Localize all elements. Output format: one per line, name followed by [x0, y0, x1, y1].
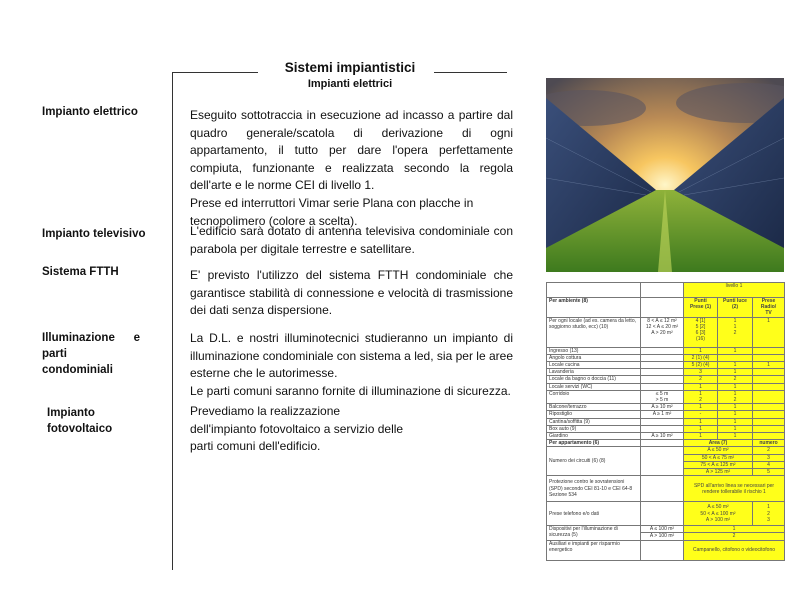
cell: [753, 411, 785, 418]
cell: Box auto (9): [547, 425, 641, 432]
table-row: [547, 347, 785, 354]
cell: 1 2: [718, 390, 753, 403]
divider: [172, 72, 173, 570]
table-row: [547, 447, 785, 454]
cell: Area (7): [684, 440, 753, 447]
cell: A ≤ 100 m²: [641, 526, 684, 533]
table-row: [547, 404, 785, 411]
cell: SPD all'arrivo linea se necessari per rendere tollerabile il rischio 1: [684, 476, 785, 502]
table-row: [547, 418, 785, 425]
cell: [641, 418, 684, 425]
cell: Prese Radio/ TV: [753, 298, 785, 318]
table-row: [547, 411, 785, 418]
table-row: [547, 376, 785, 383]
cell: [641, 369, 684, 376]
cell: ≤ 5 m > 5 m: [641, 390, 684, 403]
paragraph: L'edificio sarà dotato di antenna televisiva condominiale con parabola per digitale terrestre e satellitare.: [190, 224, 513, 256]
section-text-sistema-ftth: [190, 267, 513, 320]
cell: Per ambiente (8): [547, 298, 641, 318]
paragraph: La D.L. e nostri illuminotecnici studieranno un impianto di illuminazione condominiale con sistema a led, sia per le aree esterne che le autorimesse.: [190, 331, 513, 381]
cell: 1: [718, 404, 753, 411]
table-row: [547, 298, 785, 318]
cell: [641, 383, 684, 390]
page-subtitle: Impianti elettrici: [307, 78, 393, 90]
table-row: [547, 440, 785, 447]
level-header: livello 1: [684, 283, 785, 298]
cell: 1: [753, 362, 785, 369]
table-row: [547, 317, 785, 347]
cell: A ≥ 1 m²: [641, 411, 684, 418]
cell: 1: [684, 347, 718, 354]
cell: 1: [684, 418, 718, 425]
table-row: [547, 526, 785, 533]
cell: A ≤ 50 m² 50 < A ≤ 100 m² A > 100 m²: [684, 502, 753, 526]
cell: Cantina/soffitta (9): [547, 418, 641, 425]
cell: 5: [753, 469, 785, 476]
page-title: Sistemi impiantistici: [284, 60, 416, 75]
cell: 5 (2) (4): [684, 362, 718, 369]
cell: [753, 418, 785, 425]
cell: Punti luce (2): [718, 298, 753, 318]
cell: 1: [718, 347, 753, 354]
cell: 8 < A ≤ 12 m² 12 < A ≤ 20 m² A > 20 m²: [641, 317, 684, 347]
cell: 2: [718, 376, 753, 383]
cell: [641, 362, 684, 369]
section-text-illuminazione: [190, 330, 513, 400]
section-label-sistema-ftth: Sistema FTTH: [42, 266, 119, 278]
cell: Prese telefono e/o dati: [547, 502, 641, 526]
section-text-impianto-televisivo: [190, 223, 513, 258]
cell: Locale cucina: [547, 362, 641, 369]
cell: Ingresso (13): [547, 347, 641, 354]
cell: [753, 354, 785, 361]
cell: 1: [718, 369, 753, 376]
section-label-impianto-fotovoltaico: Impianto fotovoltaico: [47, 407, 113, 435]
cell: 1: [718, 433, 753, 440]
cell: 2: [684, 376, 718, 383]
cell: 1: [684, 425, 718, 432]
solar-panels-photo: [546, 78, 784, 272]
table-row: [547, 502, 785, 526]
cell: 1: [718, 383, 753, 390]
cell: Locale servizi (WC): [547, 383, 641, 390]
cell: Numero dei circuiti (6) (8): [547, 447, 641, 476]
section-text-impianto-fotovoltaico: [190, 403, 405, 456]
cell: Protezione contro le sovratensioni (SPD) secondo CEI 81-10 e CEI 64-8 Sezione 534: [547, 476, 641, 502]
cell: 2 (1) (4): [684, 354, 718, 361]
divider: [434, 72, 507, 73]
cell: 1: [718, 362, 753, 369]
cell: -: [684, 411, 718, 418]
table-row: [547, 476, 785, 502]
cell: Corridoio: [547, 390, 641, 403]
paragraph: Le parti comuni saranno fornite di illuminazione di sicurezza.: [190, 383, 511, 398]
cell: [641, 354, 684, 361]
cell: [753, 383, 785, 390]
cell: A ≥ 10 m²: [641, 404, 684, 411]
cell: [641, 347, 684, 354]
table-row: [547, 383, 785, 390]
cell: Per appartamento (6): [547, 440, 641, 447]
cell: 1: [684, 383, 718, 390]
cell: Angolo cottura: [547, 354, 641, 361]
cell: [753, 347, 785, 354]
paragraph: Prese ed interruttori Vimar serie Plana con placche in tecnopolimero (colore a scelta).: [190, 195, 474, 228]
cell: 1: [718, 411, 753, 418]
electrical-requirements-table: [546, 282, 785, 561]
table-row: [547, 540, 785, 560]
paragraph: Eseguito sottotraccia in esecuzione ad incasso a partire dal quadro generale/scatola di derivazione di ogni appartamento, il tutto per dare l'opera perfettamente compiuta, funzionante e realizzata secondo la regola dell'arte e le norme CEI di livello 1.: [190, 108, 513, 193]
cell: Dispositivi per l'illuminazione di sicurezza (5): [547, 526, 641, 540]
cell: [753, 404, 785, 411]
cell: 75 < A ≤ 125 m²: [684, 461, 753, 468]
cell: 3: [753, 454, 785, 461]
section-label-illuminazione: Illuminazione e parti condominiali: [42, 332, 140, 376]
divider: [172, 72, 258, 73]
section-label-impianto-elettrico: Impianto elettrico: [42, 106, 138, 118]
paragraph: Prevediamo la realizzazione dell'impianto fotovoltaico a servizio delle parti comuni dell'edificio.: [190, 404, 404, 454]
table-row: [547, 433, 785, 440]
cell: A > 100 m²: [641, 533, 684, 540]
table-row: [547, 362, 785, 369]
paragraph: E' previsto l'utilizzo del sistema FTTH condominiale che garantisce stabilità di connessione e velocità di trasmissione dei dati senza dispersione.: [190, 268, 513, 318]
cell: [641, 376, 684, 383]
cell: [718, 354, 753, 361]
cell: 4 [1] 5 [2] 6 [3] (16): [684, 317, 718, 347]
cell: Lavanderia: [547, 369, 641, 376]
cell: Balcone/terrazzo: [547, 404, 641, 411]
cell: 1: [684, 433, 718, 440]
cell: 1 2: [684, 390, 718, 403]
cell: 1: [684, 404, 718, 411]
cell: Ausiliari e impianti per risparmio energetico: [547, 540, 641, 560]
cell: [753, 376, 785, 383]
cell: 1: [718, 418, 753, 425]
table-row: [547, 369, 785, 376]
cell: A ≤ 50 m²: [684, 447, 753, 454]
cell: [753, 433, 785, 440]
table-row: [547, 283, 785, 298]
cell: Campanello, citofono o videocitofono: [684, 540, 785, 560]
cell: [641, 425, 684, 432]
table-row: [547, 390, 785, 403]
cell: 1 2 3: [753, 502, 785, 526]
cell: 4: [753, 461, 785, 468]
cell: [753, 425, 785, 432]
section-text-impianto-elettrico: [190, 107, 513, 230]
cell: Locale da bagno o doccia (11): [547, 376, 641, 383]
cell: 3: [684, 369, 718, 376]
cell: Giardino: [547, 433, 641, 440]
cell: 2: [684, 533, 785, 540]
table-row: [547, 425, 785, 432]
cell: Ripostiglio: [547, 411, 641, 418]
cell: Per ogni locale (ad es. camera da letto, soggiorno studio, ecc) (10): [547, 317, 641, 347]
cell: 1: [718, 425, 753, 432]
section-label-impianto-televisivo: Impianto televisivo: [42, 228, 146, 240]
cell: numero: [753, 440, 785, 447]
cell: [753, 369, 785, 376]
cell: Punti Prese (1): [684, 298, 718, 318]
cell: A > 125 m²: [684, 469, 753, 476]
cell: 1: [753, 317, 785, 347]
cell: 50 < A ≤ 75 m²: [684, 454, 753, 461]
cell: 1: [684, 526, 785, 533]
cell: [753, 390, 785, 403]
cell: 1 1 2: [718, 317, 753, 347]
cell: 2: [753, 447, 785, 454]
cell: A ≥ 10 m²: [641, 433, 684, 440]
table-row: [547, 354, 785, 361]
